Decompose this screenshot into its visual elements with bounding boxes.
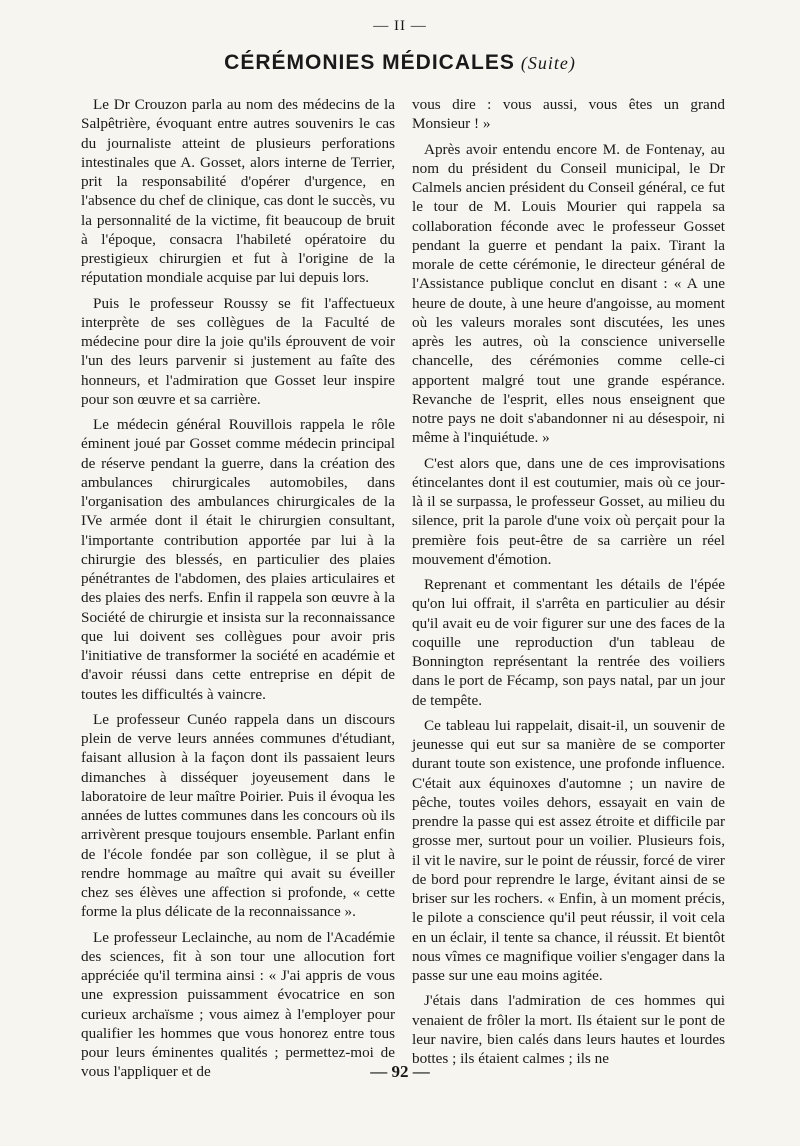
paragraph: Puis le professeur Roussy se fit l'affectueux interprète de ses collègues de la Faculté de médecine pour dire la joie qu'ils éprouvent de voir l'un des leurs parvenir si justement au faîte des honneurs, et l'admiration que Gosset leur inspire pour son œuvre et sa carrière. xyxy=(81,294,395,408)
article-subtitle: (Suite) xyxy=(520,53,576,73)
page-title xyxy=(0,50,800,75)
page-number: — 92 — xyxy=(370,1062,430,1081)
article-title: CÉRÉMONIES MÉDICALES xyxy=(224,51,515,74)
paragraph: Le professeur Leclainche, au nom de l'Académie des sciences, fit à son tour une allocution fort appréciée qu'il termina ainsi : « J'ai appris de vous une expression puissamment évocatrice en son curieux archaïsme ; vous aimez à l'employer pour qualifier les hommes que vous honorez entre tous pour leurs éminentes qualités ; permettez-moi de vous l'appliquer et de xyxy=(81,928,395,1081)
paragraph: J'étais dans l'admiration de ces hommes qui venaient de frôler la mort. Ils étaient sur le pont de leur navire, bien calés dans leurs hautes et lourdes bottes ; ils étaient calmes ; ils ne xyxy=(412,992,725,1067)
paragraph: Le professeur Cunéo rappela dans un discours plein de verve leurs années communes d'étudiant, faisant allusion à la façon dont ils passaient leurs dimanches à disséquer joyeusement dans le laboratoire de leur maître Poirier. Puis il évoqua les années de luttes communes dans les concours où ils arrivèrent presque toujours ensemble. Parlant enfin de l'école fondée par son collègue, il se plut à rendre hommage au maître qui avait su éveiller chez ses élèves une affection si profonde, « cette forme la plus délicate de la reconnaissance ». xyxy=(81,710,395,921)
paragraph: C'est alors que, dans une de ces improvisations étincelantes dont il est coutumier, mais où ce jour-là il se surpassa, le professeur Gosset, au milieu du silence, prit la parole d'une voix où perçait pour la première fois peut-être de sa carrière un réel mouvement d'émotion. xyxy=(412,454,725,568)
right-column xyxy=(412,95,725,1074)
page-roman-number: — II — xyxy=(373,18,427,34)
paragraph: vous dire : vous aussi, vous êtes un grand Monsieur ! » xyxy=(412,96,725,133)
paragraph: Ce tableau lui rappelait, disait-il, un souvenir de jeunesse qui eut sur sa manière de se comporter durant toute son existence, une profonde influence. C'était aux équinoxes d'automne ; un navire de pêche, toutes voiles dehors, essayait en vain de prendre la passe qui est assez étroite et difficile par grosse mer, surtout pour un voilier. Plusieurs fois, il vit le navire, sur le point de réussir, forcé de virer de bord pour reprendre le large, évitant ainsi de se briser sur les rochers. « Enfin, à un moment précis, le pilote a conscience qu'il peut réussir, il voit cela en un éclair, il tente sa chance, il réussit. Et bientôt nous vîmes ce magnifique voilier s'engager dans la passe sur une eau moins agitée. xyxy=(412,716,725,984)
paragraph: Le médecin général Rouvillois rappela le rôle éminent joué par Gosset comme médecin principal de réserve pendant la guerre, dans la création des ambulances chirurgicales automobiles, dans l'organisation des ambulances chirurgicales de la IVe armée dont il était le chirurgien consultant, l'importante contribution apportée par lui à la chirurgie des blessés, en particulier des plaies pénétrantes de l'abdomen, des plaies articulaires et des plaies des nerfs. Enfin il rappela son œuvre à la Société de chirurgie et insista sur la reconnaissance que lui doivent ses collègues pour avoir pris l'initiative de transformer la société en académie et d'avoir réussi dans cette entreprise en dépit de toutes les difficultés à vaincre. xyxy=(81,416,395,703)
left-column xyxy=(81,95,395,1088)
paragraph: Après avoir entendu encore M. de Fontenay, au nom du président du Conseil municipal, le Dr Calmels ancien président du Conseil général, ce fut le tour de M. Louis Mourier qui rappela sa collaboration féconde avec le professeur Gosset pendant la guerre et pendant la paix. Tirant la morale de cette cérémonie, le directeur général de l'Assistance publique conclut en disant : « A une heure de doute, à une heure d'angoisse, au moment où les valeurs morales sont discutées, les unes après les autres, où la conscience universelle chancelle, des cérémonies comme celle-ci apportent malgré tout une grande espérance. Revanche de l'esprit, elles nous enseignent que notre pays ne doit s'abandonner ni au désespoir, ni même à l'inquiétude. » xyxy=(412,140,725,447)
paragraph: Le Dr Crouzon parla au nom des médecins de la Salpêtrière, évoquant entre autres souvenirs le cas du journaliste atteint de plusieurs perforations intestinales que A. Gosset, alors interne de Terrier, prit la responsabilité d'opérer d'urgence, en l'absence du chef de clinique, cas dont le succès, vu la personnalité de la victime, fit beaucoup de bruit à l'époque, consacra l'habileté opératoire du prestigieux chirurgien et fut à l'origine de la réputation mondiale acquise par lui depuis lors. xyxy=(81,96,395,287)
paragraph: Reprenant et commentant les détails de l'épée qu'on lui offrait, il s'arrêta en particulier au désir qu'il avait eu de voir figurer sur une des faces de la coquille une reproduction d'un tableau de Bonnington représentant la rentrée des voiliers dans le port de Fécamp, son pays natal, par un jour de tempête. xyxy=(412,576,725,709)
